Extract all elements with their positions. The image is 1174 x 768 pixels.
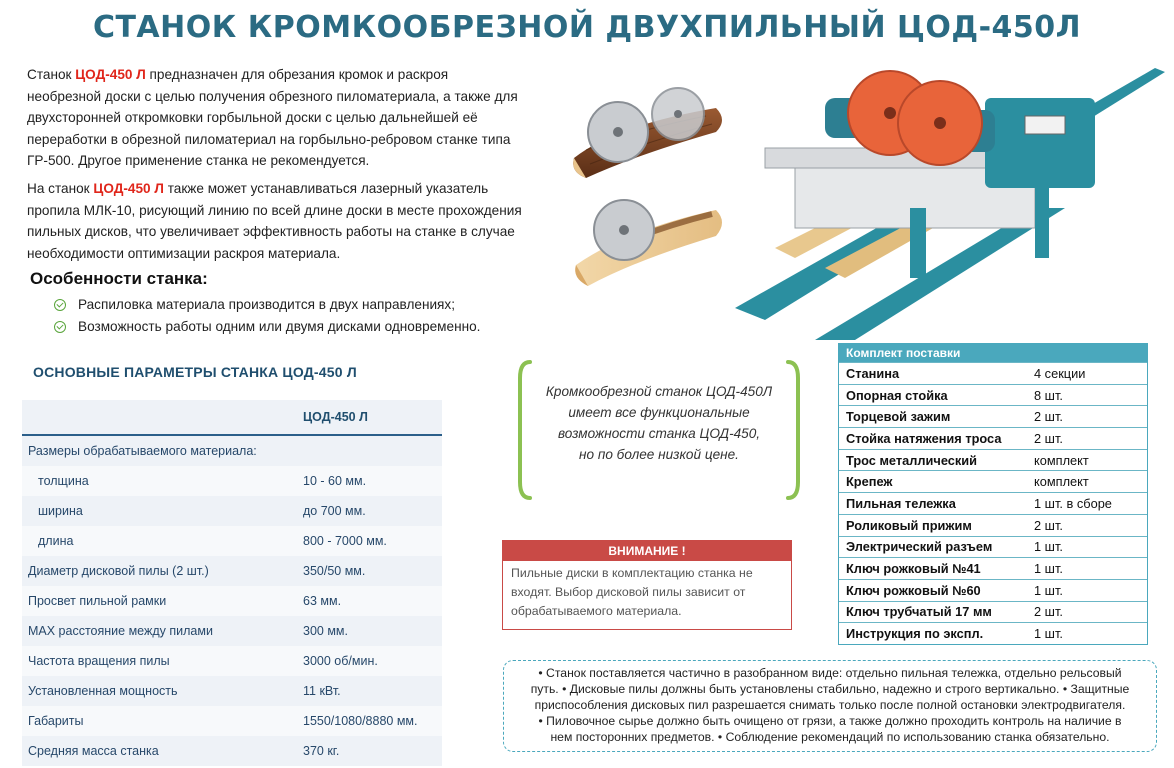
params-heading: ОСНОВНЫЕ ПАРАМЕТРЫ СТАНКА ЦОД-450 Л — [33, 364, 357, 380]
intro-line: пильных дисков, что увеличивает эффективность работы на станке в случае — [27, 224, 515, 239]
kit-item-qty: комплект — [1034, 452, 1089, 468]
kit-item-qty: 4 секции — [1034, 365, 1086, 381]
note-line: приспособления дисковых пил разрешается снимать только после полной остановки электродвигателя. — [534, 698, 1126, 712]
intro-line: ГР-500. Другое применение станка не рекомендуется. — [27, 153, 370, 168]
param-value: 10 - 60 мм. — [303, 474, 367, 488]
kit-item-name: Ключ рожковый №41 — [846, 561, 981, 577]
kit-item-name: Опорная стойка — [846, 387, 948, 403]
kit-item-qty: 1 шт. — [1034, 539, 1063, 555]
intro-prefix: На станок — [27, 181, 94, 196]
kit-item-name: Крепеж — [846, 474, 893, 490]
features-heading: Особенности станка: — [30, 269, 208, 288]
feature-item — [54, 297, 455, 312]
intro-line: также может устанавливаться лазерный указатель — [163, 181, 489, 196]
kit-item-name: Инструкция по экспл. — [846, 626, 984, 642]
param-name: длина — [38, 534, 74, 548]
table-row — [22, 646, 442, 676]
table-row — [22, 526, 442, 556]
kit-item-name: Роликовый прижим — [846, 517, 972, 533]
table-row — [839, 557, 1147, 579]
param-name: Средняя масса станка — [28, 744, 159, 758]
table-row — [22, 706, 442, 736]
kit-item-name: Электрический разъем — [846, 539, 993, 555]
kit-item-qty: 2 шт. — [1034, 409, 1063, 425]
table-row — [839, 427, 1147, 449]
intro-line: необрезной доски с целью получения обрезного пиломатериала, а также для — [27, 88, 518, 104]
table-row — [839, 622, 1147, 644]
feature-text: Возможность работы одним или двумя дисками одновременно. — [78, 319, 481, 334]
warning-box — [502, 540, 792, 630]
note-line: • Станок поставляется частично в разобранном виде: отдельно пильная тележка, отдельно рельсовый — [538, 666, 1122, 680]
intro-prefix: Станок — [27, 67, 76, 82]
kit-item-name: Пильная тележка — [846, 495, 956, 511]
param-name: Размеры обрабатываемого материала: — [28, 444, 257, 458]
table-row — [839, 362, 1147, 384]
feature-item — [54, 319, 480, 334]
table-row — [839, 579, 1147, 601]
param-value: 63 мм. — [303, 594, 342, 608]
table-row — [22, 436, 442, 466]
param-value: 800 - 7000 мм. — [303, 534, 387, 548]
kit-item-qty: 1 шт. — [1034, 626, 1063, 642]
warning-line: обрабатываемого материала. — [511, 604, 682, 618]
param-name: ширина — [38, 504, 83, 518]
feature-text: Распиловка материала производится в двух направлениях; — [78, 297, 455, 312]
log-cut-illustration — [566, 80, 736, 300]
intro-line: двухсторонней откромковки горбыльной доски с целью дальнейшей её — [27, 110, 478, 125]
kit-table — [838, 343, 1148, 645]
param-name: Просвет пильной рамки — [28, 594, 167, 608]
intro-line: предназначен для обрезания кромок и раскроя — [145, 67, 449, 82]
kit-item-qty: 8 шт. — [1034, 387, 1063, 403]
note-line: путь. • Дисковые пилы должны быть установлены стабильно, надежно и строго вертикально. • Защитные — [530, 682, 1130, 696]
safety-note — [503, 660, 1157, 752]
param-value: 300 мм. — [303, 624, 348, 638]
param-value: 370 кг. — [303, 744, 340, 758]
saw-blade-icon — [898, 81, 982, 165]
model-highlight: ЦОД-450 Л — [93, 181, 164, 196]
model-highlight: ЦОД-450 Л — [75, 67, 146, 82]
kit-item-qty: комплект — [1034, 474, 1089, 490]
param-name: толщина — [38, 474, 89, 488]
intro-line: необходимости оптимизации раскроя материала. — [27, 245, 341, 261]
table-row — [22, 556, 442, 586]
kit-item-name: Ключ трубчатый 17 мм — [846, 604, 992, 620]
page-title: СТАНОК КРОМКООБРЕЗНОЙ ДВУХПИЛЬНЫЙ ЦОД-450Л — [92, 10, 1082, 45]
saw-blade-icon — [588, 102, 648, 162]
param-name: Установленная мощность — [28, 684, 178, 698]
machine-illustration — [735, 58, 1165, 340]
warning-text — [503, 561, 791, 624]
warning-title: ВНИМАНИЕ ! — [503, 541, 791, 561]
kit-item-qty: 2 шт. — [1034, 430, 1063, 446]
warning-line: Пильные диски в комплектацию станка не — [511, 566, 753, 580]
param-name: MAX расстояние между пилами — [28, 624, 213, 638]
quote-line: но по более низкой цене. — [579, 447, 739, 462]
quote-line: имеет все функциональные — [568, 405, 750, 420]
params-header-row — [22, 400, 442, 436]
kit-item-name: Станина — [846, 365, 900, 381]
kit-title: Комплект поставки — [839, 344, 1147, 362]
table-row — [22, 676, 442, 706]
quote-line: Кромкообрезной станок ЦОД-450Л — [545, 384, 773, 399]
kit-item-qty: 1 шт. в сборе — [1034, 495, 1112, 511]
check-circle-icon — [54, 299, 66, 311]
table-row — [839, 601, 1147, 623]
intro-paragraph-2 — [27, 178, 567, 264]
kit-item-qty: 1 шт. — [1034, 561, 1063, 577]
kit-item-qty: 1 шт. — [1034, 582, 1063, 598]
intro-paragraph-1 — [27, 64, 567, 172]
table-row — [22, 496, 442, 526]
table-row — [22, 616, 442, 646]
kit-item-name: Торцевой зажим — [846, 409, 951, 425]
saw-blade-icon — [594, 200, 654, 260]
params-table — [22, 400, 442, 766]
intro-line: переработки в обрезной пиломатериал на горбыльно-ребровом станке типа — [27, 131, 511, 147]
param-value: 3000 об/мин. — [303, 654, 378, 668]
table-row — [839, 492, 1147, 514]
param-value: 11 кВт. — [303, 684, 341, 698]
table-row — [839, 405, 1147, 427]
table-row — [839, 470, 1147, 492]
param-name: Диаметр дисковой пилы (2 шт.) — [28, 564, 209, 578]
warning-line: входят. Выбор дисковой пилы зависит от — [511, 585, 746, 599]
kit-item-name: Ключ рожковый №60 — [846, 582, 981, 598]
intro-line: пропила МЛК-10, рисующий линию по всей длине доски в месте прохождения — [27, 202, 522, 218]
param-value: до 700 мм. — [303, 504, 366, 518]
quote-text — [524, 381, 794, 465]
kit-item-name: Стойка натяжения троса — [846, 430, 1002, 446]
table-row — [839, 514, 1147, 536]
table-row — [839, 449, 1147, 471]
table-row — [839, 536, 1147, 558]
params-column-header: ЦОД-450 Л — [303, 410, 368, 424]
check-circle-icon — [54, 321, 66, 333]
table-row — [22, 586, 442, 616]
table-row — [22, 736, 442, 766]
param-value: 1550/1080/8880 мм. — [303, 714, 418, 728]
kit-item-name: Трос металлический — [846, 452, 978, 468]
note-line: • Пиловочное сырье должно быть очищено от грязи, а также должно проходить контроль на наличие в — [538, 714, 1122, 728]
table-row — [839, 384, 1147, 406]
kit-item-qty: 2 шт. — [1034, 604, 1063, 620]
saw-blade-icon — [652, 88, 704, 140]
quote-line: возможности станка ЦОД-450, — [557, 426, 761, 441]
table-row — [22, 466, 442, 496]
note-line: нем посторонних предметов. • Соблюдение рекомендаций по использованию станка обязательно. — [550, 730, 1110, 744]
param-value: 350/50 мм. — [303, 564, 366, 578]
param-name: Частота вращения пилы — [28, 654, 170, 668]
param-name: Габариты — [28, 714, 84, 728]
kit-item-qty: 2 шт. — [1034, 517, 1063, 533]
